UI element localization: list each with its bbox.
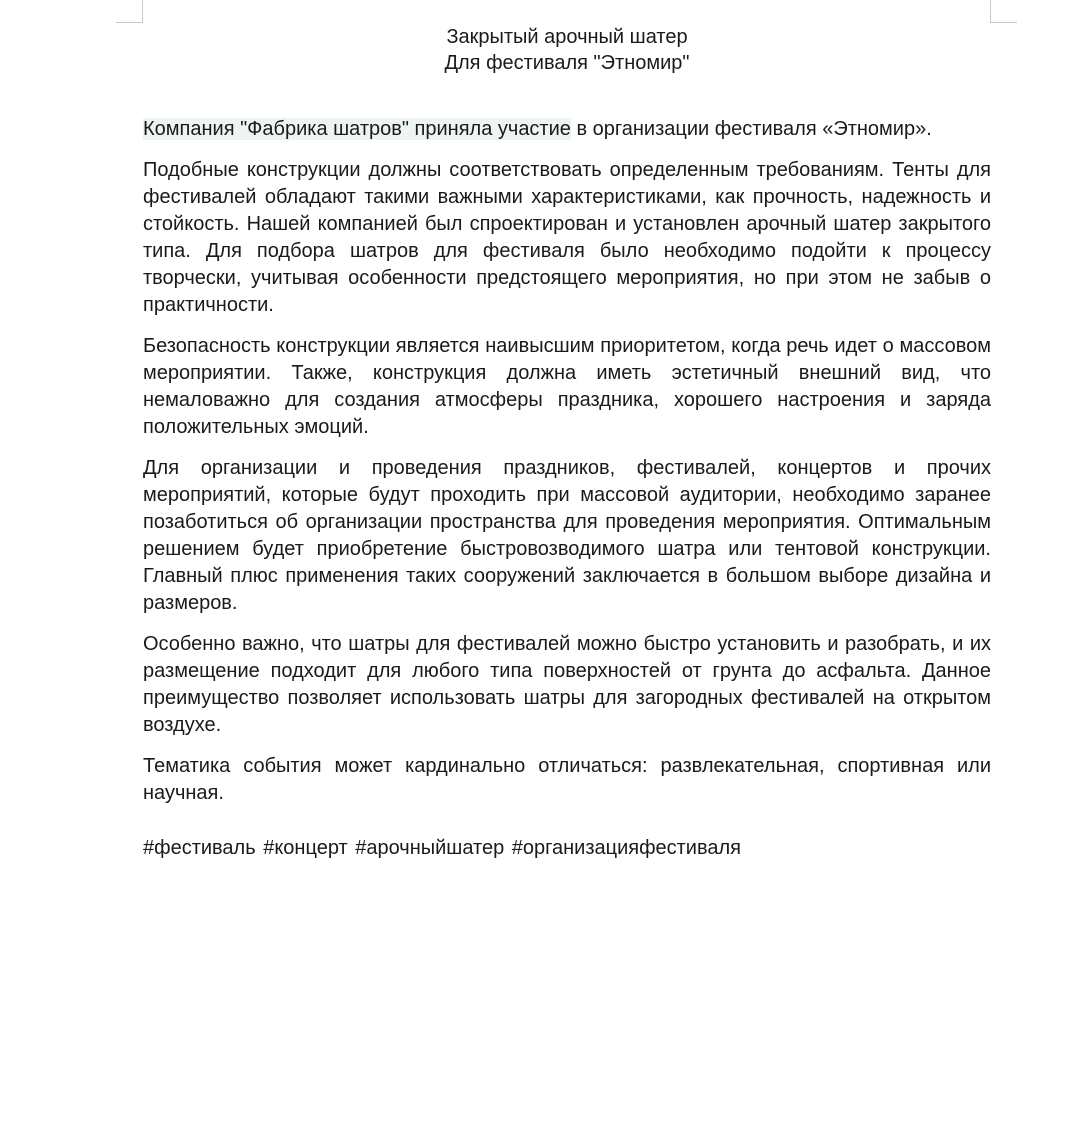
- paragraph-1: Подобные конструкции должны соответствовать определенным требованиям. Тенты для фестивалей обладают такими важными характеристиками, как прочность, надежность и стойкость. Нашей компанией был спроектирован и установлен арочный шатер закрытого типа. Для подбора шатров для фестиваля было необходимо подойти к процессу творчески, учитывая особенности предстоящего мероприятия, но при этом не забыв о практичности.: [143, 159, 991, 316]
- title-line-1: Закрытый арочный шатер: [446, 26, 688, 48]
- paragraph-4: Особенно важно, что шатры для фестивалей можно быстро установить и разобрать, и их размещение подходит для любого типа поверхностей от грунта до асфальта. Данное преимущество позволяет использовать шатры для загородных фестивалей на открытом воздухе.: [143, 633, 991, 736]
- document-page[interactable]: [143, 24, 991, 862]
- paragraph-2: Безопасность конструкции является наивысшим приоритетом, когда речь идет о массовом мероприятии. Также, конструкция должна иметь эстетичный внешний вид, что немаловажно для создания атмосферы праздника, хорошего настроения и заряда положительных эмоций.: [143, 335, 991, 438]
- hashtags: #фестиваль #концерт #арочныйшатер #организацияфестиваля: [143, 837, 742, 859]
- paragraph-5: Тематика события может кардинально отличаться: развлекательная, спортивная или научная.: [143, 755, 991, 804]
- intro-paragraph: [143, 116, 991, 143]
- highlighted-text: Компания "Фабрика шатров" приняла участие: [143, 118, 571, 140]
- title-line-2: Для фестиваля "Этномир": [444, 52, 690, 74]
- intro-text: в организации фестиваля «Этномир».: [570, 118, 932, 140]
- document-title: [143, 24, 991, 76]
- page-corner-mark-left: [116, 0, 143, 23]
- page-corner-mark-right: [990, 0, 1017, 23]
- paragraph-3: Для организации и проведения праздников, фестивалей, концертов и прочих мероприятий, которые будут проходить при массовой аудитории, необходимо заранее позаботиться об организации пространства для проведения мероприятия. Оптимальным решением будет приобретение быстровозводимого шатра или тентовой конструкции. Главный плюс применения таких сооружений заключается в большом выборе дизайна и размеров.: [143, 457, 991, 614]
